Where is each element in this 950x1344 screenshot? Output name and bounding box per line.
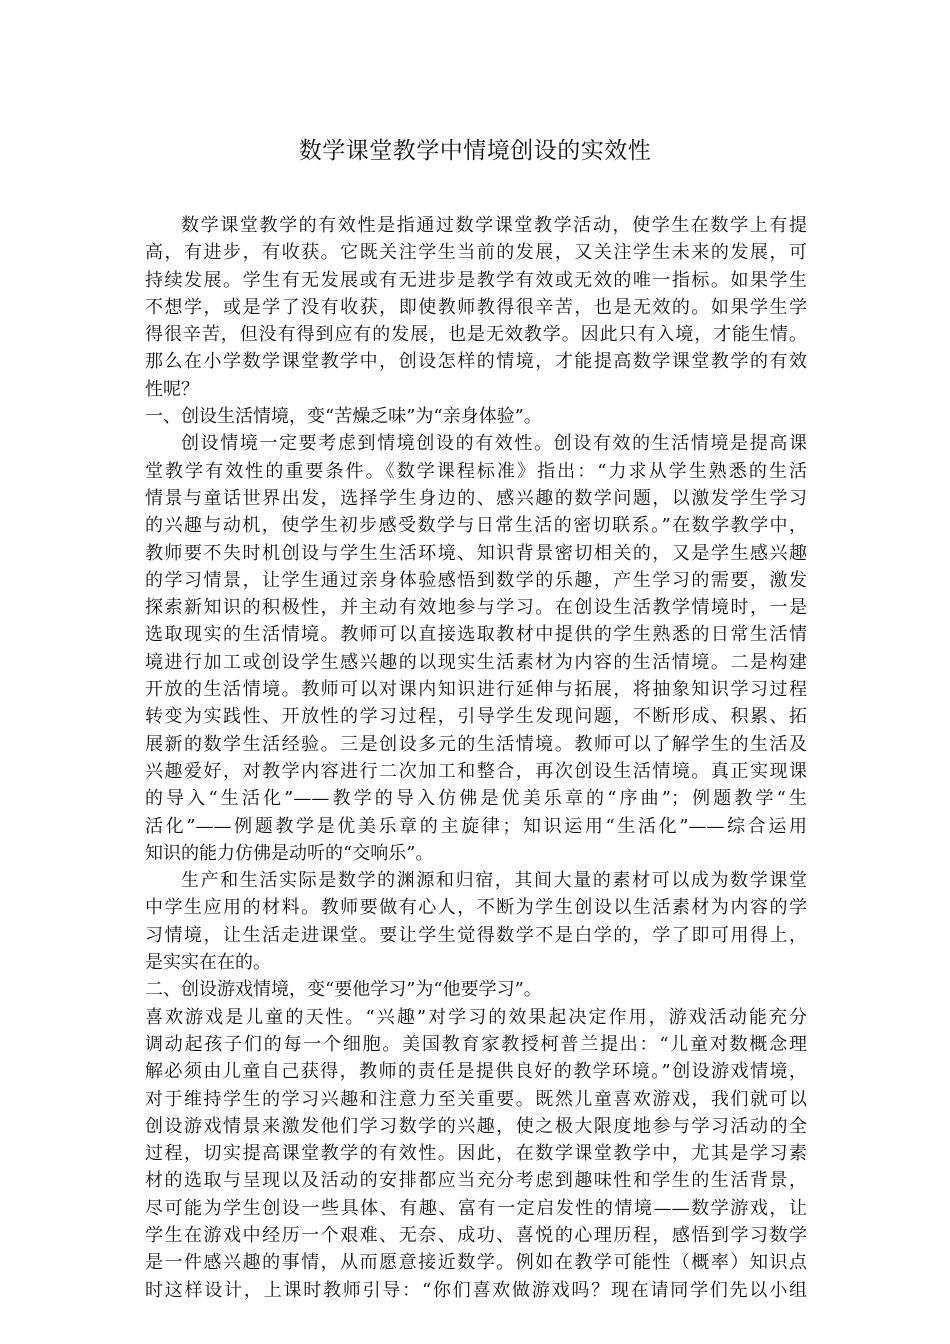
text-line: 创设游戏情景来激发他们学习数学的兴趣，使之极大限度地参与学习活动的全 [145,1115,807,1137]
text-line: 持续发展。学生有无发展或有无进步是教学有效或无效的唯一指标。如果学生 [145,269,807,291]
text-line: 一、创设生活情境，变“苦燥乏味”为“亲身体验”。 [145,406,542,428]
text-line: 那么在小学数学课堂教学中，创设怎样的情境，才能提高数学课堂教学的有效 [145,351,807,373]
text-line: 数学课堂教学的有效性是指通过数学课堂教学活动，使学生在数学上有提 [181,215,807,236]
text-line: 情景与童话世界出发，选择学生身边的、感兴趣的数学问题，以激发学生学习 [145,487,807,509]
text-line: 不想学，或是学了没有收获，即使教师教得很辛苦，也是无效的。如果学生学 [145,296,807,318]
text-line: 教师要不失时机创设与学生生活环境、知识背景密切相关的，又是学生感兴趣 [145,542,807,564]
text-line: 的兴趣与动机，使学生初步感受数学与日常生活的密切联系。”在数学教学中， [145,515,807,537]
text-line: 是一件感兴趣的事情，从而愿意接近数学。例如在教学可能性（概率）知识点 [145,1252,807,1274]
text-line: 是实实在在的。 [145,952,271,974]
text-line: 习情境，让生活走进课堂。要让学生觉得数学不是白学的，学了即可用得上， [145,924,807,946]
text-line: 的导入“生活化”——教学的导入仿佛是优美乐章的“序曲”；例题教学“生 [145,788,807,810]
text-line: 喜欢游戏是儿童的天性。“兴趣”对学习的效果起决定作用，游戏活动能充分 [145,1006,807,1028]
text-line: 堂教学有效性的重要条件。《数学课程标准》指出：“力求从学生熟悉的生活 [145,460,807,482]
text-line: 知识的能力仿佛是动听的“交响乐”。 [145,842,434,864]
text-line: 创设情境一定要考虑到情境创设的有效性。创设有效的生活情境是提高课 [181,433,807,455]
text-line: 生产和生活实际是数学的渊源和归宿，其间大量的素材可以成为数学课堂 [181,870,807,892]
text-line: 活化”——例题教学是优美乐章的主旋律；知识运用“生活化”——综合运用 [145,815,807,837]
text-line: 高，有进步，有收获。它既关注学生当前的发展，又关注学生未来的发展，可 [145,242,807,264]
text-line: 兴趣爱好，对教学内容进行二次加工和整合，再次创设生活情境。真正实现课 [145,760,807,782]
text-line: 中学生应用的材料。教师要做有心人，不断为学生创设以生活素材为内容的学 [145,897,807,919]
page-title: 数学课堂教学中情境创设的实效性 [298,138,652,164]
text-line: 得很辛苦，但没有得到应有的发展，也是无效教学。因此只有入境，才能生情。 [145,324,807,346]
text-line: 解必须由儿童自己获得，教师的责任是提供良好的教学环境。”创设游戏情境， [145,1061,807,1083]
text-line: 尽可能为学生创设一些具体、有趣、富有一定启发性的情境——数学游戏，让 [145,1197,807,1219]
text-line: 开放的生活情境。教师可以对课内知识进行延伸与拓展，将抽象知识学习过程 [145,679,807,701]
text-line: 境进行加工或创设学生感兴趣的以现实生活素材为内容的生活情境。二是构建 [145,651,807,673]
text-line: 时这样设计，上课时教师引导：“你们喜欢做游戏吗？现在请同学们先以小组 [145,1279,807,1301]
text-line: 探索新知识的积极性，并主动有效地参与学习。在创设生活教学情境时，一是 [145,597,807,619]
text-line: 调动起孩子们的每一个细胞。美国教育家教授柯普兰提出：“儿童对数概念理 [145,1033,807,1055]
text-line: 对于维持学生的学习兴趣和注意力至关重要。既然儿童喜欢游戏，我们就可以 [145,1088,807,1110]
text-line: 选取现实的生活情境。教师可以直接选取教材中提供的学生熟悉的日常生活情 [145,624,807,646]
body-text [145,212,807,1304]
text-line: 转变为实践性、开放性的学习过程，引导学生发现问题，不断形成、积累、拓 [145,706,807,728]
text-line: 材的选取与呈现以及活动的安排都应当充分考虑到趣味性和学生的生活背景， [145,1170,807,1192]
text-line: 性呢？ [145,378,199,400]
text-line: 展新的数学生活经验。三是创设多元的生活情境。教师可以了解学生的生活及 [145,733,807,755]
text-line: 学生在游戏中经历一个艰难、无奈、成功、喜悦的心理历程，感悟到学习数学 [145,1224,807,1246]
text-line: 的学习情景，让学生通过亲身体验感悟到数学的乐趣，产生学习的需要，激发 [145,569,807,591]
text-line: 过程，切实提高课堂教学的有效性。因此，在数学课堂教学中，尤其是学习素 [145,1143,807,1165]
text-line: 二、创设游戏情境，变“要他学习”为“他要学习”。 [145,979,542,1001]
